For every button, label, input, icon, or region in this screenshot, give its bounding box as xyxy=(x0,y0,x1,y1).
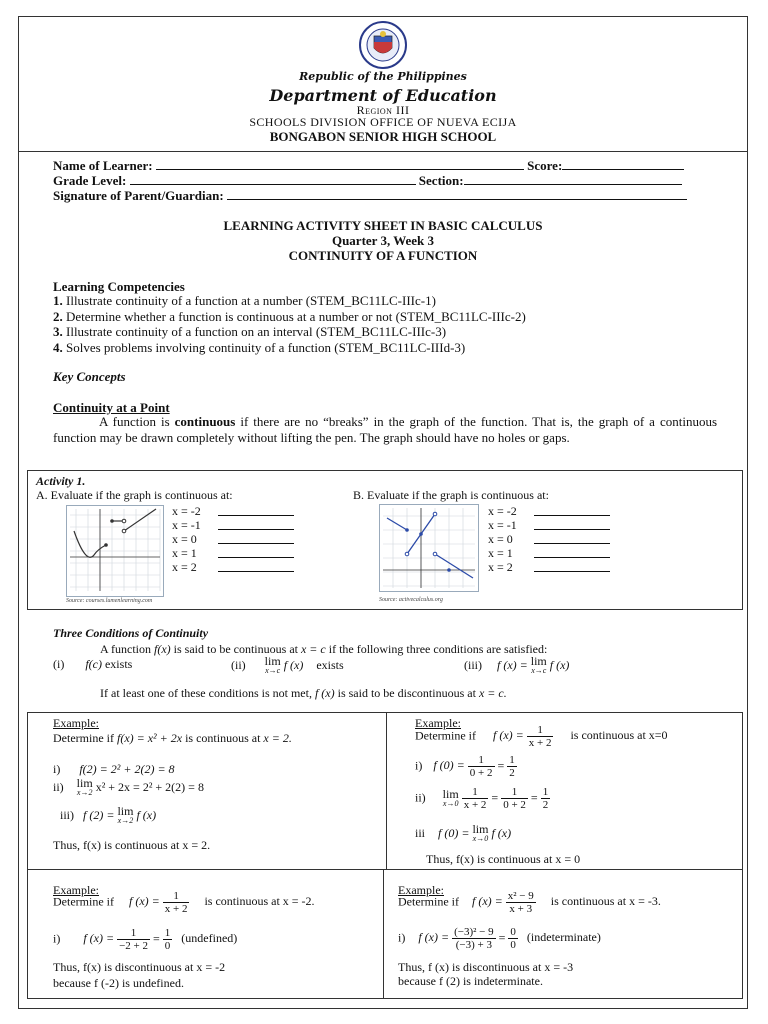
quarter-week: Quarter 3, Week 3 xyxy=(331,233,435,248)
graph-b-source: Source: activecalculus.org xyxy=(379,597,443,603)
republic-line: Republic of the Philippines xyxy=(299,70,467,83)
example-1-label: Example: xyxy=(53,716,99,730)
a-row-4: x = 2 xyxy=(172,560,197,575)
conditions-heading: Three Conditions of Continuity xyxy=(53,626,209,640)
score-label: Score: xyxy=(527,158,563,173)
a-row-3: x = 1 xyxy=(172,546,197,561)
continuity-paragraph: A function is continuous if there are no “breaks” in the graph of the function. That is, the graph of a continuous function may be drawn completely without lifting the pen. The graph should have no holes or gaps. xyxy=(53,414,718,445)
example-3-question: Determine if f (x) = $\frac{1}{x + 2}$ is continuous at x = -2. xyxy=(53,890,315,915)
b-row-4: x = 2 xyxy=(488,560,513,575)
a-answer-3[interactable] xyxy=(218,546,294,558)
key-concepts-heading: Key Concepts xyxy=(53,369,126,384)
b-row-0: x = -2 xyxy=(488,504,517,519)
a-answer-4[interactable] xyxy=(218,560,294,572)
topic-title: CONTINUITY OF A FUNCTION xyxy=(288,248,478,263)
condition-1: (i) f(c) exists xyxy=(53,657,133,671)
example-2-step-i: i) f (0) = $\frac{1}{0 + 2}$ = $\frac{1}{2}$ xyxy=(415,754,515,779)
graph-b xyxy=(379,504,479,592)
condition-3: (iii) f (x) = lim x→c f (x) xyxy=(464,654,570,675)
grade-field[interactable] xyxy=(130,173,416,185)
signature-row xyxy=(53,188,687,204)
b-answer-4[interactable] xyxy=(534,560,610,572)
condition-2: (ii) lim x→c f (x) exists xyxy=(231,654,344,675)
grade-label: Grade Level: xyxy=(53,173,127,188)
example-2-label: Example: xyxy=(415,716,461,730)
example-2-step-ii: ii) lim x→0 $\frac{1}{x + 2}$ = $\frac{1}{0 + 2}$ = $\frac{1}{2}$ xyxy=(415,786,549,811)
score-field[interactable] xyxy=(562,158,684,170)
competency-item: 1. Illustrate continuity of a function at a number (STEM_BC11LC-IIIc-1) xyxy=(53,293,436,308)
graph-a-source: Source: courses.lumenlearning.com xyxy=(66,598,153,604)
a-answer-2[interactable] xyxy=(218,532,294,544)
competency-item: 2. Determine whether a function is continuous at a number or not (STEM_BC11LC-IIIc-2) xyxy=(53,308,526,324)
name-label: Name of Learner: xyxy=(53,158,153,173)
example-2-question: Determine if f (x) = $\frac{1}{x + 2}$ is continuous at x=0 xyxy=(415,724,668,749)
continuity-point-heading: Continuity at a Point xyxy=(53,400,170,415)
example-3-conclusion-1: Thus, f(x) is discontinuous at x = -2 xyxy=(53,960,226,974)
activity-title: Activity 1. xyxy=(36,474,86,488)
a-answer-0[interactable] xyxy=(218,504,294,516)
example-2-step-iii: iii f (0) = lim x→0 f (x) xyxy=(415,822,512,843)
conditions-footer: If at least one of these conditions is not met, f (x) is said to be discontinuous at x = c. xyxy=(100,686,507,700)
b-answer-2[interactable] xyxy=(534,532,610,544)
b-row-2: x = 0 xyxy=(488,532,513,547)
b-answer-3[interactable] xyxy=(534,546,610,558)
b-answer-0[interactable] xyxy=(534,504,610,516)
activity-a-prompt: A. Evaluate if the graph is continuous at: xyxy=(36,488,233,502)
header-divider xyxy=(18,151,748,152)
division-line: SCHOOLS DIVISION OFFICE OF NUEVA ECIJA xyxy=(249,115,517,129)
example-1-conclusion: Thus, f(x) is continuous at x = 2. xyxy=(53,838,211,852)
competency-item: 4. Solves problems involving continuity of a function (STEM_BC11LC-IIId-3) xyxy=(53,339,466,355)
competency-item: 3. Illustrate continuity of a function on an interval (STEM_BC11LC-IIIc-3) xyxy=(53,324,447,339)
section-field[interactable] xyxy=(464,173,682,185)
b-row-3: x = 1 xyxy=(488,546,513,561)
a-row-0: x = -2 xyxy=(172,504,201,519)
signature-label: Signature of Parent/Guardian: xyxy=(53,188,224,203)
competencies-heading: Learning Competencies xyxy=(53,279,185,294)
b-answer-1[interactable] xyxy=(534,518,610,530)
example-1-step-i: i) f(2) = 2² + 2(2) = 8 xyxy=(53,762,175,776)
school-line: BONGABON SENIOR HIGH SCHOOL xyxy=(269,129,497,144)
region-line: Region III xyxy=(356,103,410,117)
example-3-conclusion-2: because f (-2) is undefined. xyxy=(53,976,184,990)
signature-field[interactable] xyxy=(227,188,687,200)
name-field[interactable] xyxy=(156,158,524,170)
learner-name-row xyxy=(53,158,684,174)
example-4-label: Example: xyxy=(398,883,444,897)
example-4-step-i: i) f (x) = $\frac{\text{(−3)² − 9}}{(-3) + 3}$ = $\frac{0}{0}$ (indeterminate) xyxy=(398,926,601,951)
a-row-1: x = -1 xyxy=(172,518,201,533)
example-4-conclusion-1: Thus, f (x) is discontinuous at x = -3 xyxy=(398,960,574,974)
b-row-1: x = -1 xyxy=(488,518,517,533)
grade-row xyxy=(53,173,682,189)
example-1-question: Determine if f(x) = x² + 2x is continuous at x = 2. xyxy=(53,731,292,745)
section-label: Section: xyxy=(418,173,464,188)
department-line: Department of Education xyxy=(269,86,497,105)
example-2-conclusion: Thus, f(x) is continuous at x = 0 xyxy=(426,852,581,866)
activity-b-prompt: B. Evaluate if the graph is continuous at: xyxy=(353,488,549,502)
competencies-list xyxy=(53,293,733,355)
deped-seal xyxy=(350,20,416,70)
example-3-step-i: i) f (x) = $\frac{1}{-2 + 2}$ = $\frac{1}{0}$ (undefined) xyxy=(53,927,238,952)
conditions-intro: A function f(x) is said to be continuous at x = c if the following three conditions are satisfied: xyxy=(100,642,548,656)
a-row-2: x = 0 xyxy=(172,532,197,547)
sheet-title: LEARNING ACTIVITY SHEET IN BASIC CALCULUS xyxy=(223,218,543,233)
a-answer-1[interactable] xyxy=(218,518,294,530)
example-1-step-ii: ii) lim x→2 x² + 2x = 2² + 2(2) = 8 xyxy=(53,776,204,797)
graph-a xyxy=(66,505,164,597)
example-4-question: Determine if f (x) = $\frac{\text{x² − 9}}{x + 3}$ is continuous at x = -3. xyxy=(398,890,661,915)
example-1-step-iii: iii) f (2) = lim x→2 f (x) xyxy=(60,804,157,825)
example-3-label: Example: xyxy=(53,883,99,897)
example-4-conclusion-2: because f (2) is indeterminate. xyxy=(398,974,543,988)
